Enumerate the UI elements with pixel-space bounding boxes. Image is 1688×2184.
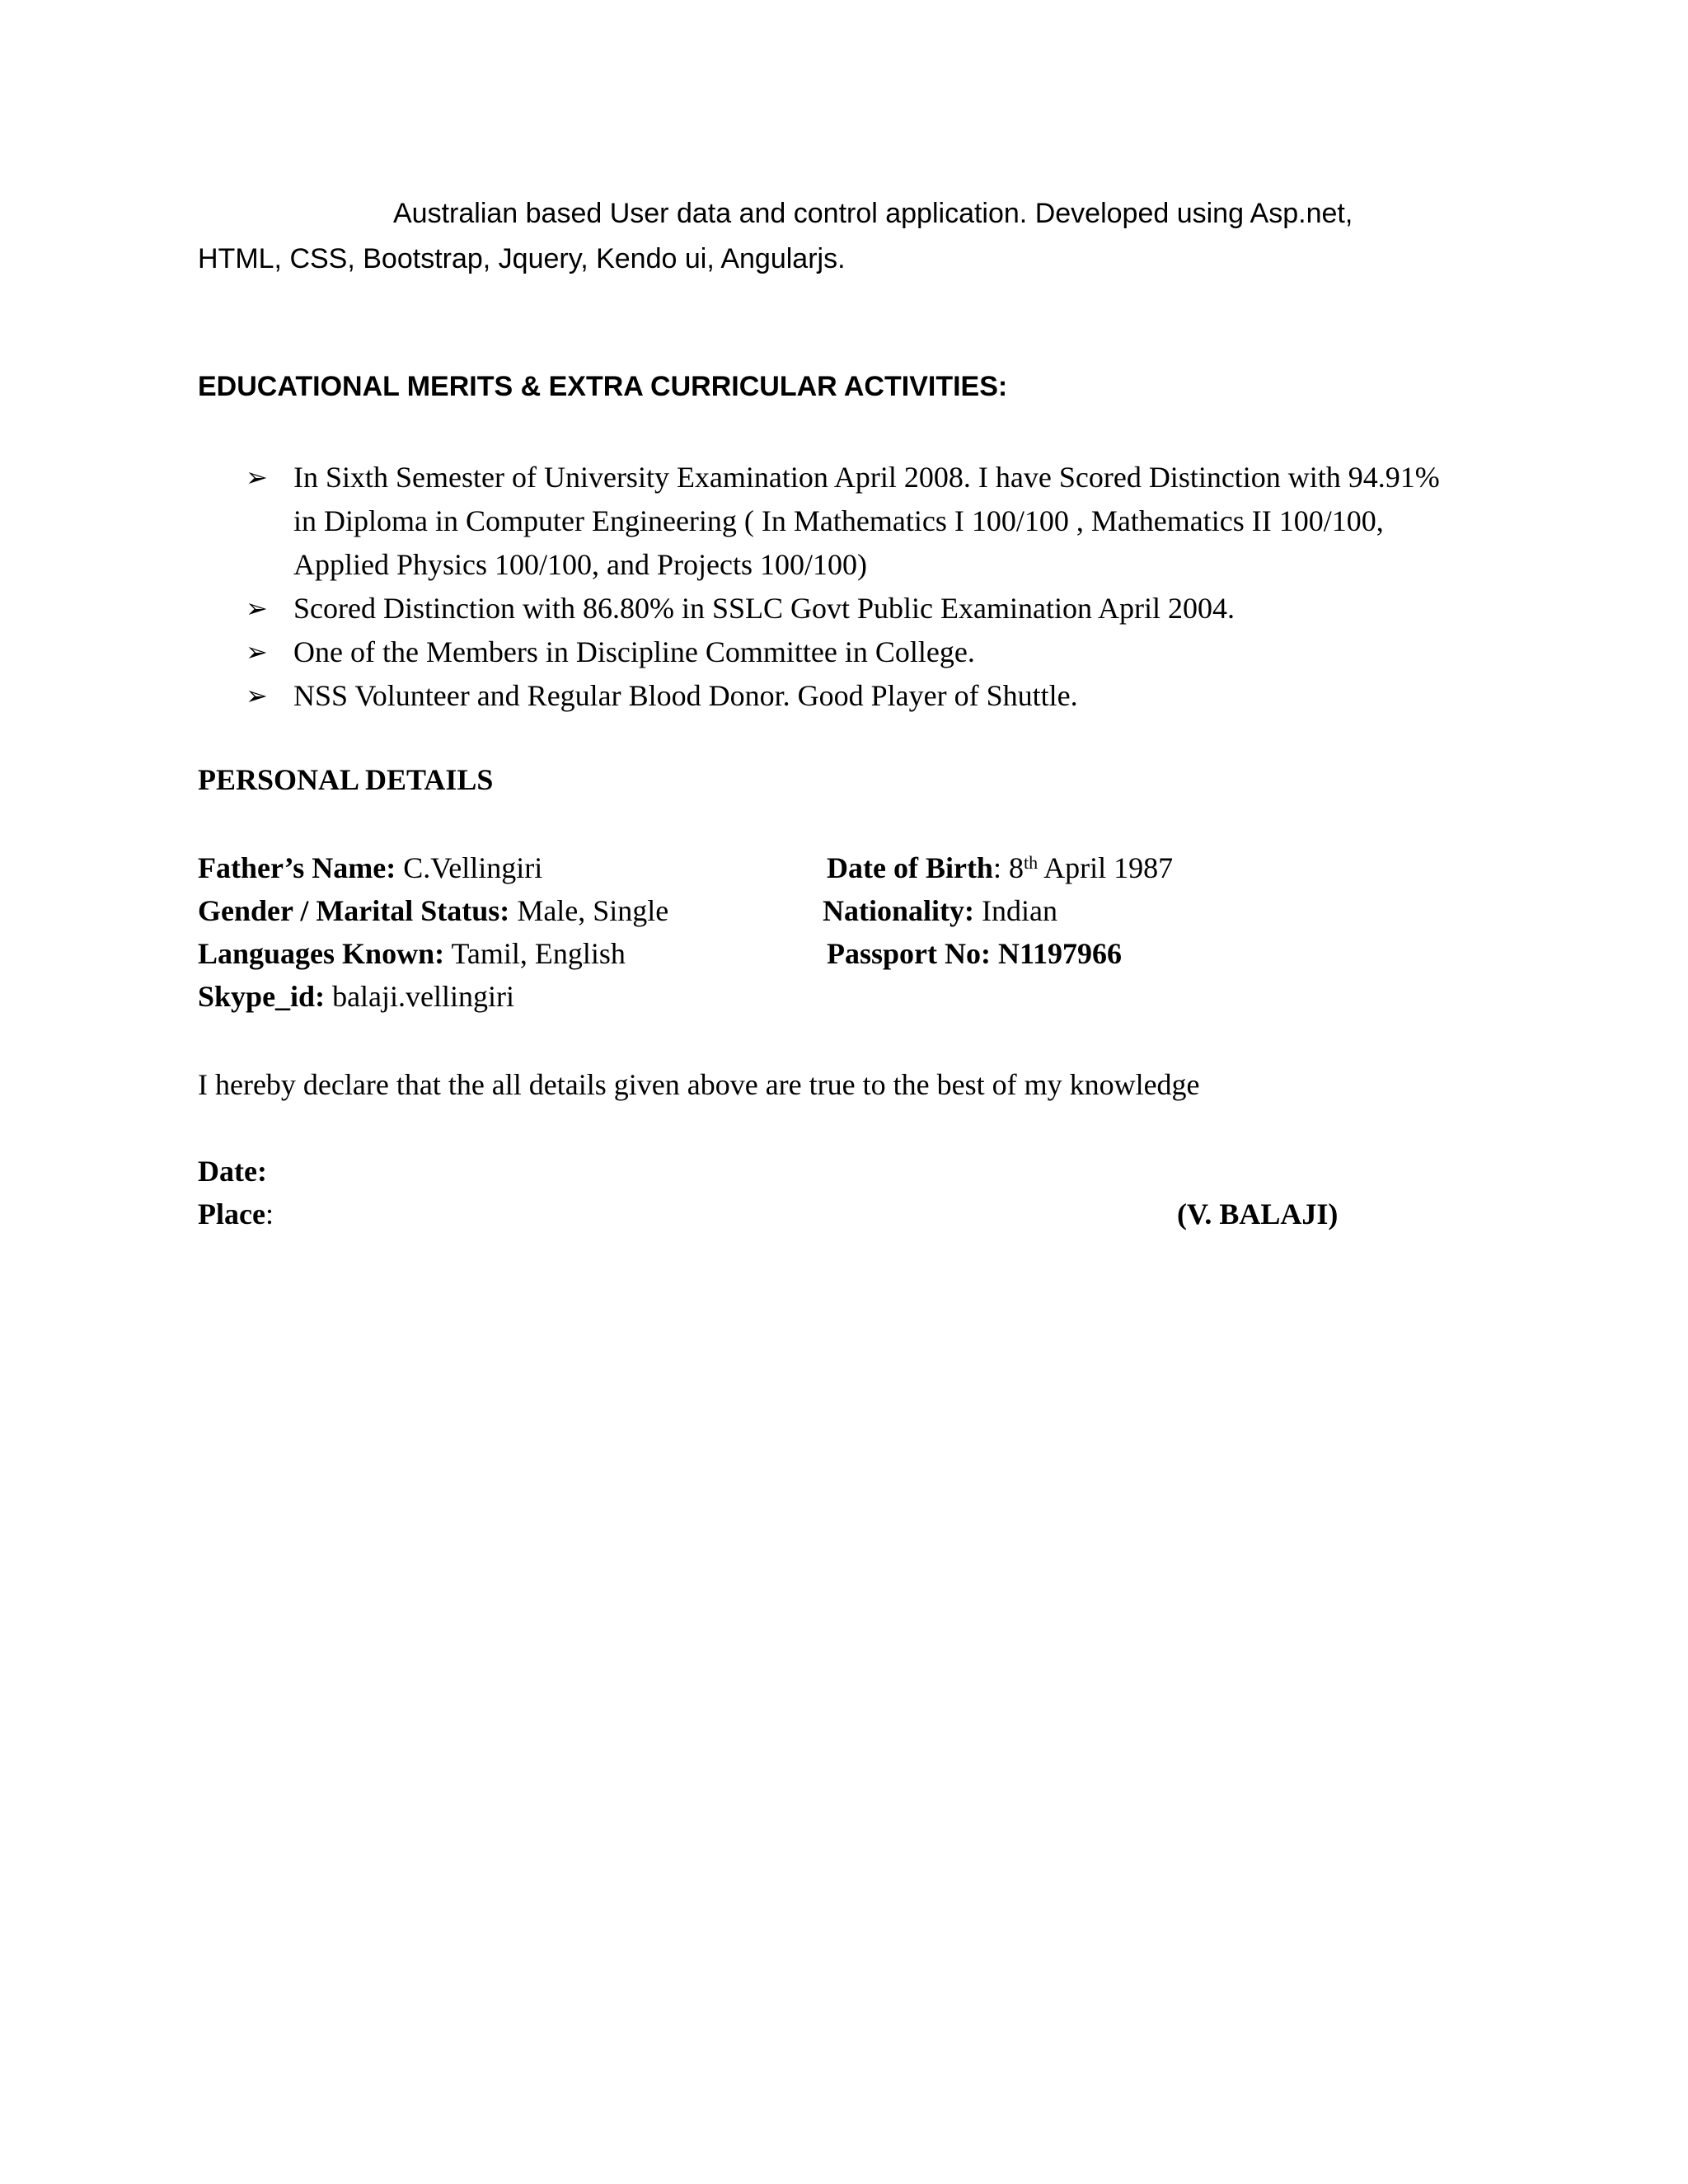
arrowhead-bullet-icon: ➢ [246, 637, 268, 667]
fathers-name-row [198, 851, 542, 884]
languages-label: Languages Known: [198, 937, 445, 970]
dob-rest: April 1987 [1043, 851, 1174, 884]
list-item [198, 456, 1459, 587]
skype-value: balaji.vellingiri [332, 980, 515, 1013]
passport-label: Passport No: [827, 937, 991, 970]
list-item-text: NSS Volunteer and Regular Blood Donor. Good Player of Shuttle. [293, 679, 1078, 712]
arrowhead-bullet-icon: ➢ [246, 681, 268, 710]
education-heading: EDUCATIONAL MERITS & EXTRA CURRICULAR ACTIVITIES: [198, 371, 1008, 402]
dob-row [827, 851, 1173, 884]
date-label: Date: [198, 1155, 267, 1188]
dob-separator: : [992, 851, 1001, 884]
skype-row [198, 980, 514, 1013]
list-item-text: In Sixth Semester of University Examination April 2008. I have Scored Distinction with 94.91% in Diploma in Computer Engineering ( In Mathematics I 100/100 , Mathematics II 100/100, Applied Physics 100/100, and Projects 100/100) [293, 461, 1440, 581]
personal-details-heading: PERSONAL DETAILS [198, 763, 494, 796]
list-item [198, 587, 1459, 630]
languages-value: Tamil, English [451, 937, 626, 970]
signature-name: (V. BALAJI) [1177, 1197, 1339, 1230]
project-description-line-1: Australian based User data and control application. Developed using Asp.net, [393, 198, 1353, 229]
project-description [198, 191, 1467, 282]
place-row [198, 1197, 274, 1231]
nationality-value: Indian [982, 894, 1057, 927]
list-item [198, 630, 1459, 674]
list-item-text: One of the Members in Discipline Committee in College. [293, 635, 975, 668]
dob-label: Date of Birth [827, 851, 993, 884]
nationality-row [823, 894, 1057, 927]
skype-label: Skype_id: [198, 980, 326, 1013]
declaration-text: I hereby declare that the all details given above are true to the best of my knowledge [198, 1068, 1200, 1101]
gender-label: Gender / Marital Status: [198, 894, 510, 927]
arrowhead-bullet-icon: ➢ [246, 462, 268, 492]
fathers-name-value: C.Vellingiri [403, 851, 543, 884]
education-list [198, 456, 1459, 718]
fathers-name-label: Father’s Name: [198, 851, 396, 884]
list-item [198, 674, 1459, 718]
passport-row [827, 937, 1122, 970]
place-label: Place [198, 1197, 265, 1230]
gender-row [198, 894, 668, 927]
gender-value: Male, Single [517, 894, 669, 927]
passport-value: N1197966 [997, 937, 1122, 970]
dob-day: 8 [1008, 851, 1024, 884]
languages-row [198, 937, 626, 970]
place-separator: : [265, 1197, 274, 1230]
list-item-text: Scored Distinction with 86.80% in SSLC Govt Public Examination April 2004. [293, 592, 1235, 625]
nationality-label: Nationality: [823, 894, 974, 927]
project-description-line-2: HTML, CSS, Bootstrap, Jquery, Kendo ui, Angularjs. [198, 243, 846, 274]
dob-day-suffix: th [1023, 852, 1039, 873]
arrowhead-bullet-icon: ➢ [246, 593, 268, 623]
